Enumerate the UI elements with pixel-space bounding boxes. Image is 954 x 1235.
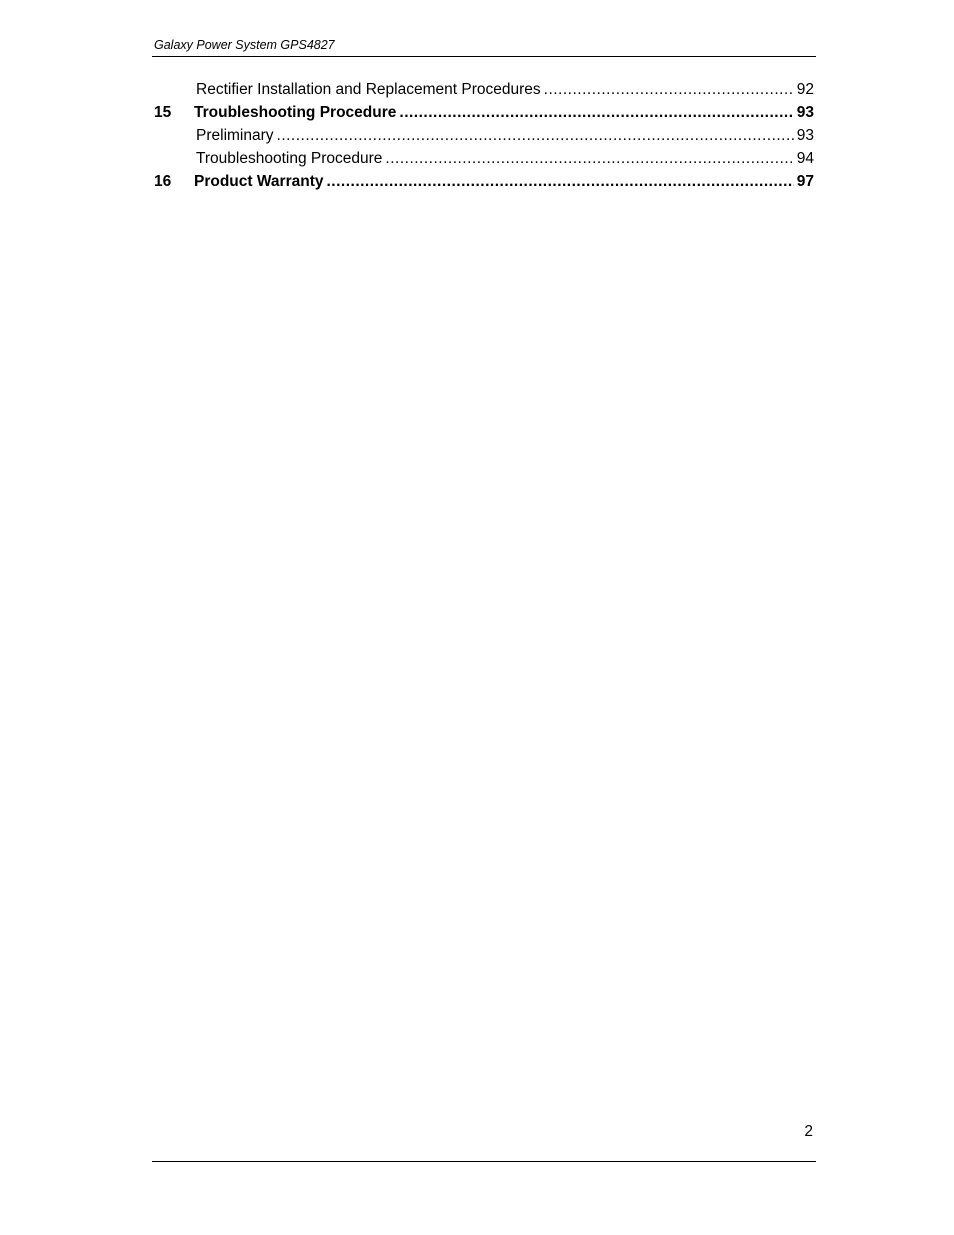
page-number: 2 <box>804 1123 813 1140</box>
toc-entry-number: 15 <box>154 104 172 121</box>
footer-divider <box>152 1161 816 1162</box>
toc-entry[interactable] <box>152 124 814 147</box>
toc-entry-page: 97 <box>796 173 814 190</box>
toc-entry-title: Troubleshooting Procedure <box>194 104 397 121</box>
toc-dot-leader <box>399 101 793 124</box>
toc-dot-leader <box>277 124 794 147</box>
toc-entry[interactable] <box>152 78 814 101</box>
toc-entry[interactable] <box>152 170 814 193</box>
toc-entry-number: 16 <box>154 173 172 190</box>
toc-entry-page: 94 <box>796 150 814 167</box>
toc-entry-page: 92 <box>796 81 814 98</box>
toc-dot-leader <box>385 147 793 170</box>
toc-entry-title: Preliminary <box>196 127 274 144</box>
toc-entry-title: Rectifier Installation and Replacement Procedures <box>196 81 541 98</box>
document-title: Galaxy Power System GPS4827 <box>154 38 335 52</box>
toc-entry-page: 93 <box>796 104 814 121</box>
toc-dot-leader <box>544 78 794 101</box>
toc-dot-leader <box>326 170 793 193</box>
toc-entry-title: Product Warranty <box>194 173 324 190</box>
toc-entry-title: Troubleshooting Procedure <box>196 150 383 167</box>
toc-entry[interactable] <box>152 147 814 170</box>
toc-entry[interactable] <box>152 101 814 124</box>
table-of-contents <box>152 78 814 193</box>
toc-entry-page: 93 <box>796 127 814 144</box>
page-header <box>152 36 816 57</box>
